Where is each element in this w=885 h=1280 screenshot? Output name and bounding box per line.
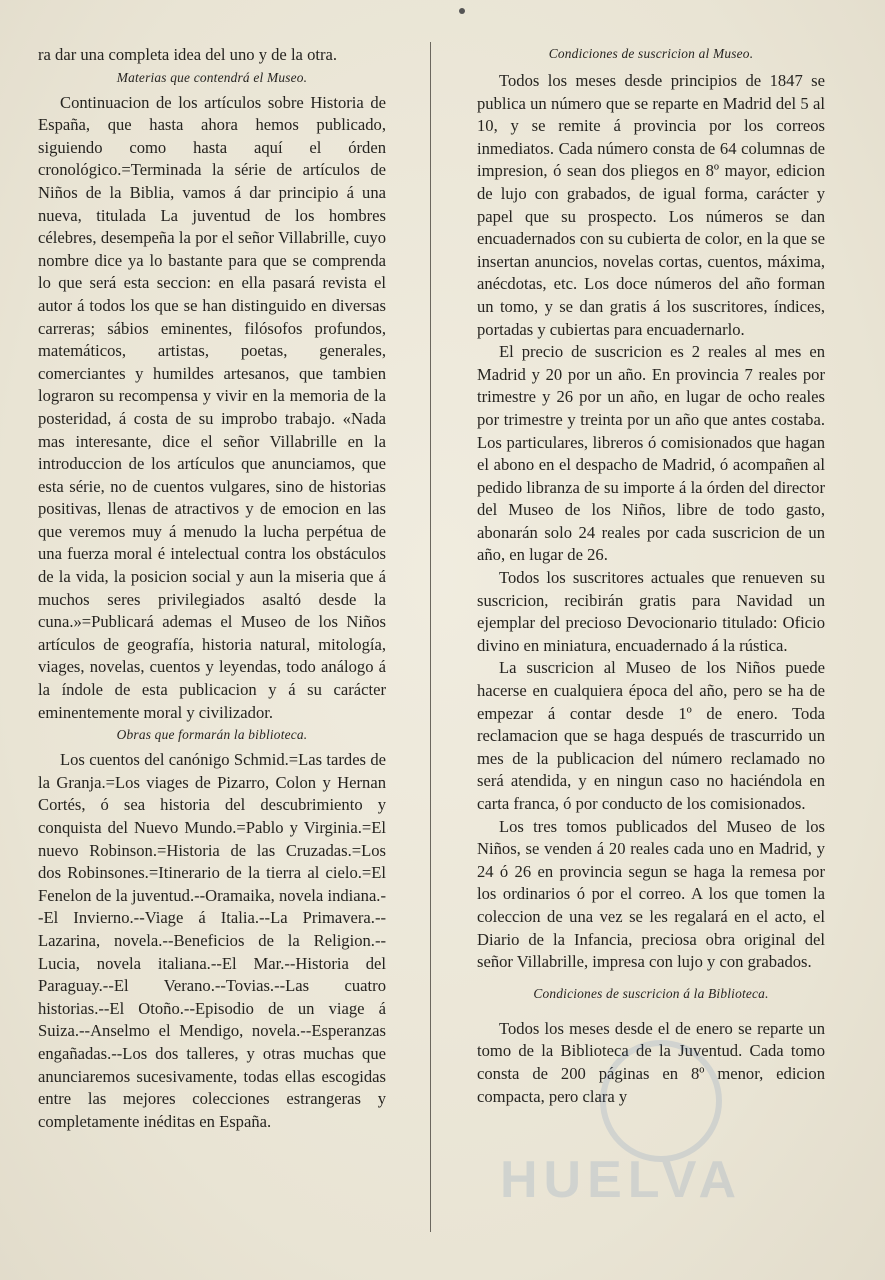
- column-divider: [430, 42, 431, 1232]
- heading-materias: Materias que contendrá el Museo.: [116, 69, 308, 85]
- page-mark-dot: [459, 8, 465, 14]
- heading-condiciones-museo: Condiciones de suscricion al Museo.: [548, 46, 754, 61]
- watermark-text: HUELVA: [500, 1151, 743, 1209]
- paragraph-tomos: Los tres tomos publicados del Museo de los Niños, se venden á 20 reales cada uno en Madrid, y 24 ó 26 en provincia segun se haga la remesa por los ordinarios ó por el correo. A los que tomen la coleccion de una vez se les regalará en el acto, el Diario de la Infancia, preciosa obra original del señor Villabrille, impresa con lujo y con grabados.: [477, 816, 825, 972]
- paragraph-biblioteca: Todos los meses desde el de enero se reparte un tomo de la Biblioteca de la Juventud. Cada tomo consta de 200 páginas en 8º menor, edicion compacta, pero clara y: [477, 1018, 825, 1106]
- paragraph-materias: Continuacion de los artículos sobre Historia de España, que hasta ahora hemos publicado, siguiendo como hasta aquí el órden cronológico.=Terminada la série de artículos de Niños de la Biblia, vamos á dar principio á una nueva, titulada La juventud de los hombres célebres, desempeña la por el señor Villabrille, cuyo nombre dice ya lo bastante para que se comprenda lo que será esta seccion: en ella pasará revista el autor á todos los que se han distinguido en diversas carreras; sábios eminentes, filósofos profundos, matemáticos, artistas, poetas, generales, comerciantes y humildes artesanos, que tambien lograron su recompensa y vivir en la memoria de la posteridad, á costa de su improbo trabajo. «Nada mas interesante, dice el señor Villabrille en la introduccion de los artículos que anunciamos, que esta série, no de cuentos vulgares, sino de historias positivas, llenas de atractivos y de emocion en las que veremos muy á menudo la lucha perpétua de una fuerza moral é intelectual contra los obstáculos de la vida, la posicion social y aun la miseria que á muchos seres privilegiados asaltó desde la cuna.»=Publicará ademas el Museo de los Niños artículos de geografía, historia natural, mitología, viages, novelas, cuentos y leyendas, todo análogo á la índole de esta publicacion y á su carácter eminentemente moral y civilizador.: [38, 92, 386, 722]
- right-column: [477, 44, 825, 1108]
- watermark-seal-icon: [600, 1040, 722, 1162]
- paragraph-reclamaciones: La suscricion al Museo de los Niños puede hacerse en cualquiera época del año, pero se ha de empezar á contar desde 1º de enero. Toda reclamacion que se haga después de trascurrido un mes de la publicacion del número reclamado no será atendida, y en ningun caso no haciéndola en carta franca, ó por conducto de los comisionados.: [477, 658, 825, 813]
- paragraph-obras: Los cuentos del canónigo Schmid.=Las tardes de la Granja.=Los viages de Pizarro, Colon y Hernan Cortés, ó sea historia del descubrimiento y conquista del Nuevo Mundo.=Pablo y Virginia.=El nuevo Robinson.=Historia de las Cruzadas.=Los dos Robinsones.=Itinerario de la tierra al cielo.=El Fenelon de la juventud.--Oramaika, novela indiana.--El Invierno.--Viage á Italia.--La Primavera.--Lazarina, novela.--Beneficios de la Religion.--Lucia, novela italiana.--El Mar.--Historia del Paraguay.--El Verano.--Tovias.--Las cuatro historias.--El Otoño.--Episodio de un viage á Suiza.--Anselmo el Mendigo, novela.--Esperanzas engañadas.--Los dos talleres, y otras muchas que anunciaremos sucesivamente, todas ellas escogidas entre las mejores colecciones estrangeras y completamente inéditas en España.: [38, 750, 386, 1131]
- heading-condiciones-biblioteca: Condiciones de suscricion á la Biblioteca.: [533, 985, 769, 1001]
- left-column: [38, 44, 386, 1133]
- left-continuation-paragraph: ra dar una completa idea del uno y de la otra.: [38, 45, 338, 64]
- library-watermark: [480, 1040, 840, 1270]
- heading-obras: Obras que formarán la biblioteca.: [116, 727, 308, 743]
- paragraph-suscritores: Todos los suscritores actuales que renueven su suscricion, recibirán gratis para Navidad un ejemplar del precioso Devocionario titulado: Oficio divino en miniatura, encuadernado á la rústica.: [477, 568, 825, 655]
- paragraph-publicacion: Todos los meses desde principios de 1847 se publica un número que se reparte en Madrid del 5 al 10, y se remite á provincia por los correos inmediatos. Cada número consta de 64 columnas de impresion, ó sean dos pliegos en 8º mayor, edicion de lujo con grabados, de igual forma, carácter y papel que su prospecto. Los números se dan encuadernados con su cubierta de color, en la que se insertan anuncios, novelas cortas, cuentos, máxima, anécdotas, etc. Los doce números del año forman un tomo, y se dan gratis á los suscritores, índices, portadas y cubiertas para encuadernarlo.: [477, 71, 825, 339]
- paragraph-precio: El precio de suscricion es 2 reales al mes en Madrid y 20 por un año. En provincia 7 reales por trimestre y 26 por un año, en lugar de ocho reales por trimestre y treinta por un año que antes costaba. Los particulares, libreros ó comisionados que hagan el abono en el despacho de Madrid, ó acompañen al pedido libranza de su importe á la órden del director del Museo de los Niños, libre de todo gasto, abonarán solo 24 reales por cada suscricion de un año, en lugar de 26.: [477, 342, 825, 565]
